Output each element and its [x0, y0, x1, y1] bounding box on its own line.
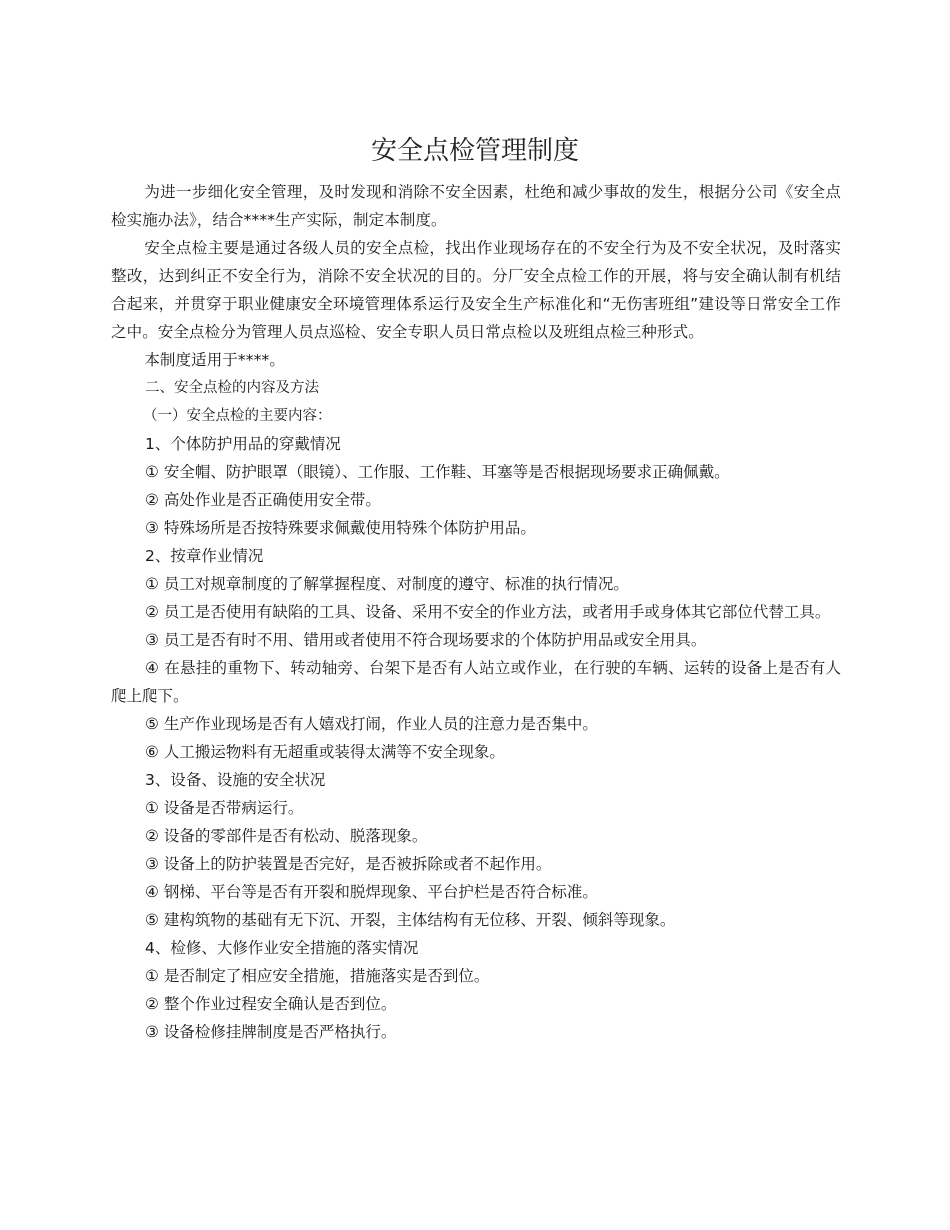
list-item: ⑤ 建构筑物的基础有无下沉、开裂，主体结构有无位移、开裂、倾斜等现象。	[145, 911, 676, 929]
group-heading-maintenance: 4、检修、大修作业安全措施的落实情况	[145, 939, 419, 957]
section-heading: 二、安全点检的内容及方法	[145, 380, 319, 396]
group-heading-equipment: 3、设备、设施的安全状况	[145, 771, 326, 789]
list-item: ① 设备是否带病运行。	[145, 799, 304, 817]
intro-paragraph-description: 安全点检主要是通过各级人员的安全点检，找出作业现场存在的不安全行为及不安全状况，及时落实整改，达到纠正不安全行为，消除不安全状况的目的。分厂安全点检工作的开展，将与安全确认制有机结合起来，并贯穿于职业健康安全环境管理体系运行及安全生产标准化和“无伤害班组”建设等日常安全工作之中。安全点检分为管理人员点巡检、安全专职人员日常点检以及班组点检三种形式。	[111, 239, 841, 341]
list-item: ① 员工对规章制度的了解掌握程度、对制度的遵守、标准的执行情况。	[145, 575, 629, 593]
group-heading-compliance: 2、按章作业情况	[145, 547, 264, 565]
list-item: ② 员工是否使用有缺陷的工具、设备、采用不安全的作业方法，或者用手或身体其它部位代替工具。	[145, 603, 831, 621]
list-item: ④ 在悬挂的重物下、转动轴旁、台架下是否有人站立或作业，在行驶的车辆、运转的设备上是否有人爬上爬下。	[111, 659, 841, 705]
list-item: ③ 特殊场所是否按特殊要求佩戴使用特殊个体防护用品。	[145, 519, 536, 537]
list-item: ② 整个作业过程安全确认是否到位。	[145, 995, 397, 1013]
document-title: 安全点检管理制度	[370, 136, 579, 166]
document-body	[111, 178, 841, 1046]
list-item: ⑥ 人工搬运物料有无超重或装得太满等不安全现象。	[145, 743, 505, 761]
intro-paragraph-purpose: 为进一步细化安全管理，及时发现和消除不安全因素，杜绝和减少事故的发生，根据分公司《安全点检实施办法》，结合****生产实际，制定本制度。	[111, 183, 841, 229]
list-item: ③ 设备检修挂牌制度是否严格执行。	[145, 1023, 397, 1041]
group-heading-ppe: 1、个体防护用品的穿戴情况	[145, 435, 341, 453]
list-item: ① 安全帽、防护眼罩（眼镜）、工作服、工作鞋、耳塞等是否根据现场要求正确佩戴。	[145, 463, 730, 481]
subsection-heading: （一）安全点检的主要内容：	[143, 408, 332, 424]
list-item: ③ 员工是否有时不用、错用或者使用不符合现场要求的个体防护用品或安全用具。	[145, 631, 707, 649]
list-item: ③ 设备上的防护装置是否完好，是否被拆除或者不起作用。	[145, 855, 552, 873]
list-item: ② 高处作业是否正确使用安全带。	[145, 491, 381, 509]
intro-paragraph-scope: 本制度适用于****。	[144, 351, 285, 369]
list-item: ⑤ 生产作业现场是否有人嬉戏打闹，作业人员的注意力是否集中。	[145, 715, 598, 733]
list-item: ④ 钢梯、平台等是否有开裂和脱焊现象、平台护栏是否符合标准。	[145, 883, 598, 901]
list-item: ① 是否制定了相应安全措施，措施落实是否到位。	[145, 967, 490, 985]
list-item: ② 设备的零部件是否有松动、脱落现象。	[145, 827, 428, 845]
